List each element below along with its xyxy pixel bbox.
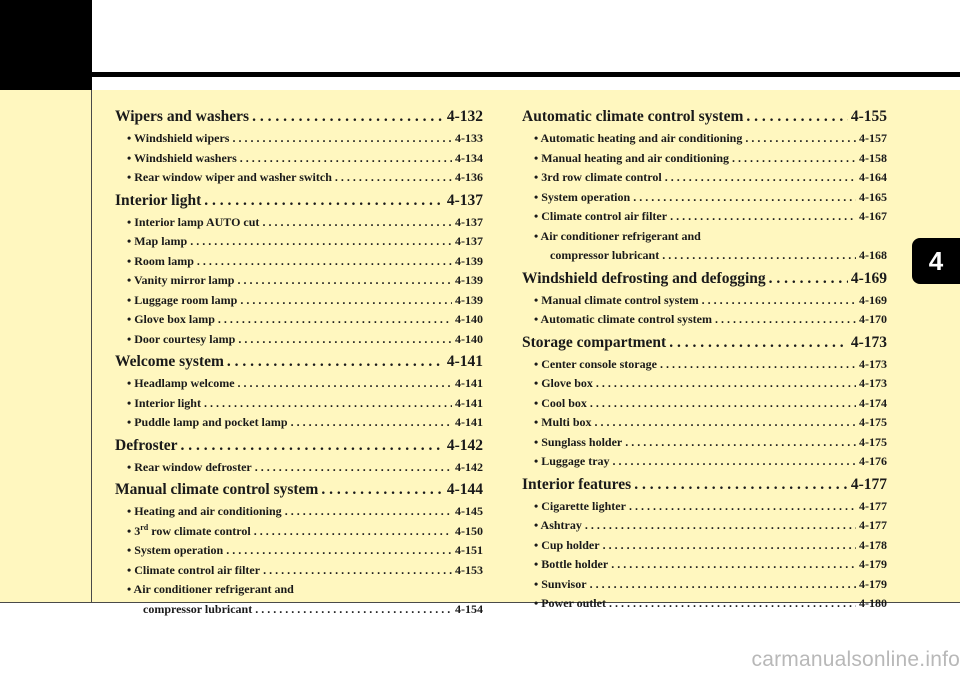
page-number: 4-158 bbox=[859, 150, 887, 165]
toc-subentry[interactable] bbox=[522, 536, 887, 556]
dot-leader bbox=[255, 600, 452, 620]
dot-leader bbox=[218, 310, 452, 330]
toc-subentry[interactable] bbox=[115, 232, 483, 252]
page-number: 4-178 bbox=[859, 537, 887, 552]
page-number: 4-141 bbox=[455, 376, 483, 390]
subentry-title: • Sunglass holder bbox=[534, 434, 623, 449]
subentry-title-prefix: • 3 bbox=[127, 523, 141, 538]
subentry-title: • Puddle lamp and pocket lamp bbox=[127, 415, 288, 429]
panel-divider bbox=[91, 90, 92, 602]
subentry-title: • Bottle holder bbox=[534, 557, 609, 571]
dot-leader bbox=[204, 188, 444, 213]
dot-leader bbox=[252, 104, 444, 129]
dot-leader bbox=[226, 541, 452, 561]
dot-leader bbox=[238, 374, 452, 394]
section-title: Welcome system bbox=[115, 353, 224, 370]
subentry-title: • Heating and air conditioning bbox=[127, 504, 282, 518]
toc-subentry[interactable] bbox=[115, 541, 483, 561]
toc-subentry[interactable] bbox=[522, 594, 887, 614]
page-number: 4-137 bbox=[455, 214, 483, 229]
page-number: 4-177 bbox=[859, 518, 887, 532]
subentry-title: • Vanity mirror lamp bbox=[127, 273, 235, 287]
toc-subentry[interactable] bbox=[522, 394, 887, 414]
page-number: 4-169 bbox=[859, 292, 887, 307]
toc-subentry[interactable] bbox=[522, 310, 887, 330]
subentry-title: • Luggage room lamp bbox=[127, 292, 238, 307]
toc-subentry[interactable] bbox=[522, 555, 887, 575]
dot-leader bbox=[262, 213, 452, 233]
toc-subentry[interactable] bbox=[522, 207, 887, 227]
page-number: 4-137 bbox=[446, 191, 483, 209]
subentry-title: • Multi box bbox=[534, 415, 592, 429]
subentry-title: • Door courtesy lamp bbox=[127, 331, 236, 346]
dot-leader bbox=[190, 232, 452, 252]
toc-subentry[interactable] bbox=[522, 188, 887, 208]
subentry-title: • Room lamp bbox=[127, 253, 194, 268]
page-number: 4-139 bbox=[455, 292, 483, 307]
toc-subentry[interactable] bbox=[522, 168, 887, 188]
subentry-title: • Climate control air filter bbox=[534, 209, 668, 223]
page-number: 4-142 bbox=[446, 436, 483, 454]
dot-leader bbox=[625, 433, 856, 453]
toc-subentry[interactable] bbox=[115, 458, 483, 478]
dot-leader bbox=[204, 394, 452, 414]
dot-leader bbox=[255, 458, 452, 478]
subentry-title: • Windshield wipers bbox=[127, 131, 230, 145]
dot-leader bbox=[232, 129, 452, 149]
dot-leader bbox=[590, 575, 856, 595]
toc-section-entry[interactable] bbox=[115, 433, 483, 458]
toc-subentry[interactable] bbox=[522, 246, 887, 266]
subentry-title: • System operation bbox=[127, 543, 224, 557]
dot-leader bbox=[702, 291, 856, 311]
subentry-title-suffix: row climate control bbox=[148, 523, 251, 538]
section-title: Automatic climate control system bbox=[522, 108, 744, 125]
page-number: 4-174 bbox=[859, 395, 887, 410]
subentry-title: • Glove box lamp bbox=[127, 312, 215, 326]
dot-leader bbox=[629, 497, 856, 517]
page-number: 4-164 bbox=[859, 170, 887, 184]
page-number: 4-132 bbox=[446, 108, 483, 125]
toc-subentry[interactable] bbox=[115, 413, 483, 433]
subentry-title: • Rear window defroster bbox=[127, 459, 252, 474]
page-number: 4-136 bbox=[455, 170, 483, 184]
subentry-title: • Headlamp welcome bbox=[127, 376, 235, 390]
page-number: 4-173 bbox=[859, 376, 887, 390]
subentry-title: • Windshield washers bbox=[127, 150, 237, 165]
subentry-title: • System operation bbox=[534, 189, 631, 204]
subentry-title: • Cool box bbox=[534, 395, 587, 410]
dot-leader bbox=[634, 472, 848, 497]
chapter-tab[interactable]: 4 bbox=[912, 238, 960, 284]
page-number: 4-139 bbox=[455, 253, 483, 268]
subentry-title: • Manual heating and air conditioning bbox=[534, 150, 730, 165]
dot-leader bbox=[595, 413, 856, 433]
dot-leader bbox=[285, 502, 452, 522]
page-number: 4-140 bbox=[455, 331, 483, 346]
page-number: 4-175 bbox=[859, 415, 887, 429]
dot-leader bbox=[670, 207, 856, 227]
toc-subentry[interactable] bbox=[522, 355, 887, 375]
toc-section-entry[interactable] bbox=[115, 477, 483, 502]
dot-leader bbox=[715, 310, 856, 330]
dot-leader bbox=[746, 104, 847, 129]
toc-subentry[interactable] bbox=[115, 149, 483, 169]
subentry-title: • Center console storage bbox=[534, 356, 657, 371]
dot-leader bbox=[662, 246, 856, 266]
page-number: 4-169 bbox=[850, 269, 887, 287]
dot-leader bbox=[603, 536, 856, 556]
toc-subentry[interactable] bbox=[115, 374, 483, 394]
page-number: 4-139 bbox=[455, 273, 483, 287]
subentry-title: • 3rd row climate control bbox=[534, 170, 662, 184]
page-number: 4-180 bbox=[859, 596, 887, 610]
page-number: 4-141 bbox=[446, 353, 483, 370]
dot-leader bbox=[291, 413, 452, 433]
dot-leader bbox=[263, 561, 452, 581]
page-number: 4-134 bbox=[455, 150, 483, 165]
toc-subentry[interactable] bbox=[115, 271, 483, 291]
toc-subentry[interactable] bbox=[115, 213, 483, 233]
page-number: 4-170 bbox=[859, 312, 887, 326]
dot-leader bbox=[769, 266, 848, 291]
page-number: 4-141 bbox=[455, 395, 483, 410]
page-number: 4-153 bbox=[455, 562, 483, 577]
toc-subentry[interactable] bbox=[115, 502, 483, 522]
subentry-title: • Climate control air filter bbox=[127, 562, 261, 577]
toc-subentry[interactable] bbox=[115, 291, 483, 311]
superscript-ordinal: rd bbox=[140, 522, 149, 532]
toc-section-entry[interactable] bbox=[115, 104, 483, 129]
page-number: 4-137 bbox=[455, 234, 483, 248]
subentry-title: compressor lubricant bbox=[550, 248, 660, 262]
page-number: 4-155 bbox=[850, 108, 887, 125]
dot-leader bbox=[321, 477, 443, 502]
margin-strip bbox=[0, 90, 92, 602]
corner-block bbox=[0, 0, 92, 90]
section-title: Interior light bbox=[115, 191, 202, 209]
toc-subentry[interactable] bbox=[522, 129, 887, 149]
dot-leader bbox=[596, 374, 856, 394]
section-title: Manual climate control system bbox=[115, 481, 319, 498]
toc-subentry[interactable] bbox=[115, 252, 483, 272]
toc-subentry[interactable] bbox=[522, 575, 887, 595]
dot-leader bbox=[611, 555, 856, 575]
page-number: 4-165 bbox=[859, 189, 887, 204]
subentry-title: • Manual climate control system bbox=[534, 292, 699, 307]
toc-subentry[interactable] bbox=[522, 149, 887, 169]
dot-leader bbox=[238, 330, 452, 350]
toc-subentry[interactable] bbox=[522, 374, 887, 394]
subentry-title: • Glove box bbox=[534, 376, 593, 390]
toc-subentry[interactable] bbox=[522, 433, 887, 453]
dot-leader bbox=[335, 168, 452, 188]
dot-leader bbox=[197, 252, 452, 272]
dot-leader bbox=[240, 149, 452, 169]
subentry-title: • Power outlet bbox=[534, 596, 606, 610]
toc-subentry[interactable] bbox=[115, 600, 483, 620]
subentry-title: • Automatic climate control system bbox=[534, 312, 712, 326]
toc-left-column bbox=[115, 104, 483, 619]
page-number: 4-177 bbox=[859, 498, 887, 513]
page-number: 4-173 bbox=[859, 356, 887, 371]
subentry-title: • Cigarette lighter bbox=[534, 498, 626, 513]
dot-leader bbox=[613, 452, 856, 472]
toc-subentry-heading[interactable]: • Air conditioner refrigerant and bbox=[127, 582, 294, 596]
page-number: 4-157 bbox=[859, 131, 887, 145]
page-number: 4-168 bbox=[859, 248, 887, 262]
watermark-text: carmanualsonline.info bbox=[751, 648, 960, 671]
toc-subentry[interactable] bbox=[115, 561, 483, 581]
page-number: 4-179 bbox=[859, 557, 887, 571]
dot-leader bbox=[660, 355, 856, 375]
page-number: 4-151 bbox=[455, 543, 483, 557]
toc-subentry[interactable] bbox=[115, 129, 483, 149]
toc-section-entry[interactable] bbox=[522, 330, 887, 355]
page-number: 4-176 bbox=[859, 454, 887, 468]
subentry-title: • Rear window wiper and washer switch bbox=[127, 170, 332, 184]
page-number: 4-175 bbox=[859, 434, 887, 449]
toc-section-entry[interactable] bbox=[115, 188, 483, 213]
toc-subentry-heading[interactable]: • Air conditioner refrigerant and bbox=[534, 228, 701, 243]
page-number: 4-144 bbox=[446, 481, 483, 498]
subentry-title: • Map lamp bbox=[127, 234, 188, 248]
toc-subentry[interactable] bbox=[115, 522, 483, 542]
page-number: 4-173 bbox=[850, 333, 887, 351]
dot-leader bbox=[745, 129, 856, 149]
page-number: 4-150 bbox=[455, 523, 483, 538]
page-number: 4-141 bbox=[455, 415, 483, 429]
dot-leader bbox=[181, 433, 444, 458]
subentry-title: • Cup holder bbox=[534, 537, 600, 552]
header-rule bbox=[92, 72, 960, 77]
section-title: Defroster bbox=[115, 436, 178, 454]
toc-section-entry[interactable] bbox=[115, 349, 483, 374]
toc-subentry[interactable] bbox=[115, 310, 483, 330]
dot-leader bbox=[669, 330, 848, 355]
dot-leader bbox=[633, 188, 856, 208]
dot-leader bbox=[237, 271, 452, 291]
toc-subentry[interactable] bbox=[522, 497, 887, 517]
subentry-title: • Interior light bbox=[127, 395, 201, 410]
dot-leader bbox=[609, 594, 856, 614]
page-number: 4-154 bbox=[455, 601, 483, 616]
dot-leader bbox=[240, 291, 452, 311]
section-title: Wipers and washers bbox=[115, 108, 250, 125]
subentry-title: • Luggage tray bbox=[534, 454, 610, 468]
toc-section-entry[interactable] bbox=[522, 104, 887, 129]
toc-right-column bbox=[522, 104, 887, 614]
subentry-title bbox=[127, 522, 251, 542]
dot-leader bbox=[665, 168, 856, 188]
dot-leader bbox=[732, 149, 856, 169]
dot-leader bbox=[254, 522, 452, 542]
toc-subentry[interactable] bbox=[115, 330, 483, 350]
toc-subentry[interactable] bbox=[115, 394, 483, 414]
dot-leader bbox=[590, 394, 856, 414]
subentry-title: • Interior lamp AUTO cut bbox=[127, 214, 260, 229]
section-title: Interior features bbox=[522, 475, 632, 493]
section-title: Storage compartment bbox=[522, 333, 667, 351]
toc-subentry[interactable] bbox=[522, 452, 887, 472]
toc-subentry[interactable] bbox=[522, 516, 887, 536]
toc-section-entry[interactable] bbox=[522, 266, 887, 291]
page-number: 4-145 bbox=[455, 504, 483, 518]
dot-leader bbox=[585, 516, 856, 536]
toc-section-entry[interactable] bbox=[522, 472, 887, 497]
page-number: 4-140 bbox=[455, 312, 483, 326]
page-number: 4-179 bbox=[859, 576, 887, 591]
subentry-title: • Automatic heating and air conditioning bbox=[534, 131, 743, 145]
toc-subentry[interactable] bbox=[522, 291, 887, 311]
toc-subentry[interactable] bbox=[115, 168, 483, 188]
page-number: 4-177 bbox=[850, 475, 887, 493]
page-number: 4-133 bbox=[455, 131, 483, 145]
subentry-title: • Sunvisor bbox=[534, 576, 587, 591]
dot-leader bbox=[227, 349, 444, 374]
page-number: 4-142 bbox=[455, 459, 483, 474]
subentry-title: • Ashtray bbox=[534, 518, 582, 532]
section-title: Windshield defrosting and defogging bbox=[522, 269, 766, 287]
toc-subentry[interactable] bbox=[522, 413, 887, 433]
subentry-title: compressor lubricant bbox=[143, 601, 253, 616]
page-number: 4-167 bbox=[859, 209, 887, 223]
